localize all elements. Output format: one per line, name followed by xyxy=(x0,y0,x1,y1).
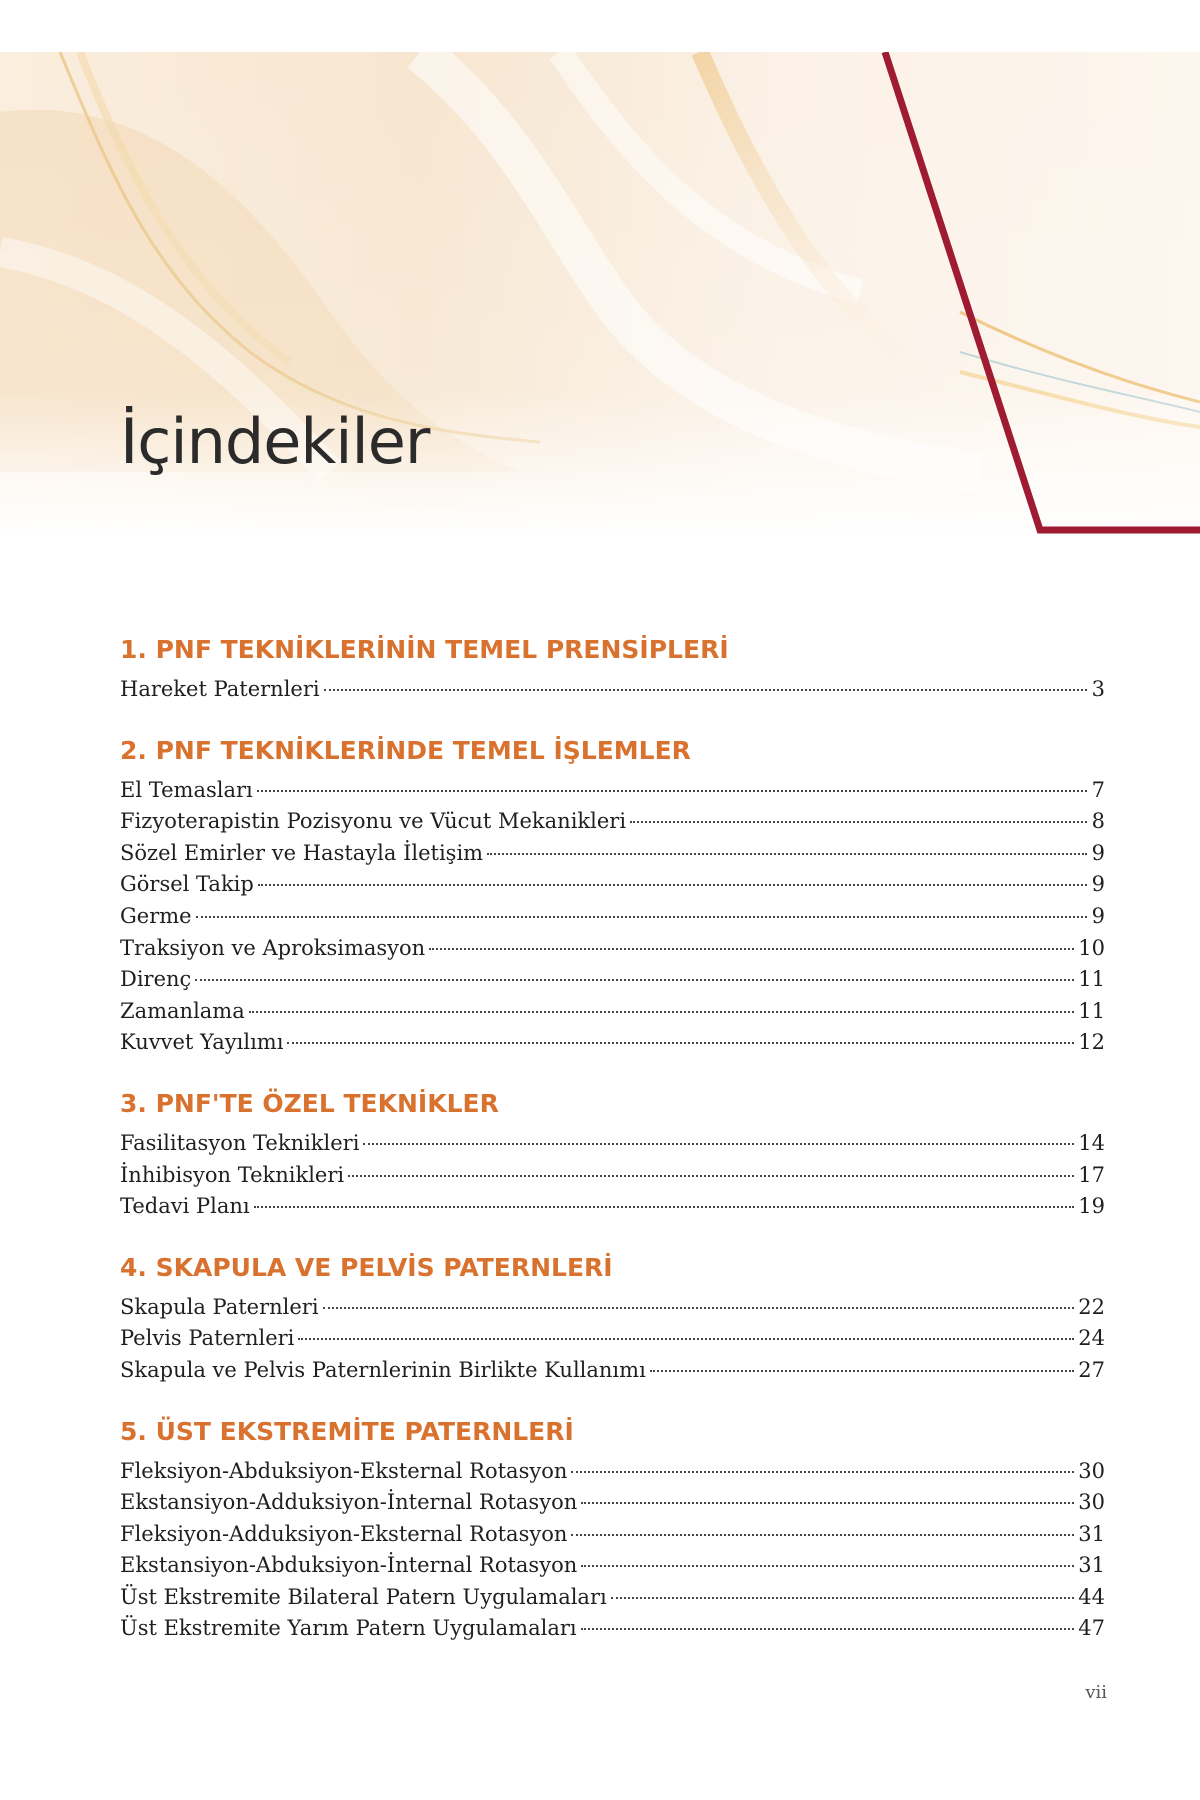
toc-entry-page: 24 xyxy=(1078,1326,1105,1351)
toc-entry-page: 22 xyxy=(1078,1294,1105,1319)
dot-leader xyxy=(298,1338,1074,1340)
toc-entry-label: Fleksiyon-Abduksiyon-Eksternal Rotasyon xyxy=(120,1458,568,1483)
toc-entry-page: 3 xyxy=(1091,677,1105,701)
dot-leader xyxy=(487,853,1087,855)
dot-leader xyxy=(249,1011,1075,1013)
toc-entry-page: 44 xyxy=(1078,1584,1105,1609)
toc-entry-page: 27 xyxy=(1078,1357,1105,1382)
toc-entry[interactable] xyxy=(120,933,1105,965)
toc-entry-label: Fasilitasyon Teknikleri xyxy=(120,1130,360,1155)
page-number: vii xyxy=(1085,1682,1107,1703)
dot-leader xyxy=(287,1042,1074,1044)
toc-entry-page: 11 xyxy=(1078,998,1105,1023)
toc-entry-label: Traksiyon ve Aproksimasyon xyxy=(120,935,426,960)
section-entries xyxy=(120,674,1105,706)
table-of-contents xyxy=(120,632,1105,1672)
toc-entry[interactable] xyxy=(120,775,1105,807)
section-entries xyxy=(120,1456,1105,1646)
toc-entry[interactable] xyxy=(120,1027,1105,1059)
toc-entry[interactable] xyxy=(120,1323,1105,1355)
toc-entry-label: Fizyoterapistin Pozisyonu ve Vücut Mekanikleri xyxy=(120,809,627,834)
toc-entry[interactable] xyxy=(120,1582,1105,1614)
toc-entry-label: Pelvis Paternleri xyxy=(120,1326,295,1351)
toc-entry-label: Üst Ekstremite Yarım Patern Uygulamaları xyxy=(120,1616,577,1641)
toc-entry-page: 17 xyxy=(1078,1162,1105,1187)
toc-entry-label: Sözel Emirler ve Hastayla İletişim xyxy=(120,840,484,865)
toc-entry-page: 31 xyxy=(1078,1521,1105,1546)
toc-entry-label: Skapula ve Pelvis Paternlerinin Birlikte Kullanımı xyxy=(120,1357,646,1382)
toc-entry[interactable] xyxy=(120,1456,1105,1488)
dot-leader xyxy=(650,1370,1074,1372)
section-entries xyxy=(120,775,1105,1059)
section-heading: 2. PNF TEKNİKLERİNDE TEMEL İŞLEMLER xyxy=(120,735,691,765)
toc-entry[interactable] xyxy=(120,869,1105,901)
toc-entry-label: Tedavi Planı xyxy=(120,1194,250,1219)
section-heading: 5. ÜST EKSTREMİTE PATERNLERİ xyxy=(120,1416,574,1446)
toc-entry-page: 30 xyxy=(1078,1490,1105,1515)
toc-entry-label: Direnç xyxy=(120,967,192,992)
toc-entry[interactable] xyxy=(120,838,1105,870)
toc-entry-page: 19 xyxy=(1078,1194,1105,1219)
dot-leader xyxy=(348,1175,1074,1177)
toc-entry-page: 47 xyxy=(1078,1616,1105,1641)
toc-entry[interactable] xyxy=(120,964,1105,996)
dot-leader xyxy=(571,1534,1074,1536)
toc-entry-page: 10 xyxy=(1078,935,1105,960)
toc-entry-label: Fleksiyon-Adduksiyon-Eksternal Rotasyon xyxy=(120,1521,568,1546)
toc-entry-label: Üst Ekstremite Bilateral Patern Uygulamaları xyxy=(120,1584,607,1609)
section-heading: 1. PNF TEKNİKLERİNİN TEMEL PRENSİPLERİ xyxy=(120,635,729,664)
toc-entry[interactable] xyxy=(120,1550,1105,1582)
toc-entry-label: Skapula Paternleri xyxy=(120,1294,319,1319)
dot-leader xyxy=(581,1565,1074,1567)
toc-section xyxy=(120,1414,1105,1646)
toc-entry-label: Ekstansiyon-Adduksiyon-İnternal Rotasyon xyxy=(120,1490,578,1515)
toc-section xyxy=(120,632,1105,706)
toc-entry-label: Kuvvet Yayılımı xyxy=(120,1030,284,1055)
toc-entry[interactable] xyxy=(120,1292,1105,1324)
dot-leader xyxy=(195,979,1074,981)
toc-entry[interactable] xyxy=(120,1487,1105,1519)
toc-entry-page: 12 xyxy=(1078,1030,1105,1055)
toc-entry-page: 7 xyxy=(1091,777,1105,802)
toc-entry-label: Zamanlama xyxy=(120,998,245,1023)
dot-leader xyxy=(254,1206,1075,1208)
toc-entry-label: El Temasları xyxy=(120,777,253,802)
toc-entry[interactable] xyxy=(120,1191,1105,1223)
dot-leader xyxy=(581,1628,1075,1630)
section-heading: 3. PNF'TE ÖZEL TEKNİKLER xyxy=(120,1088,499,1118)
toc-entry[interactable] xyxy=(120,1128,1105,1160)
dot-leader xyxy=(571,1471,1074,1473)
toc-entry[interactable] xyxy=(120,1355,1105,1387)
dot-leader xyxy=(324,689,1087,691)
dot-leader xyxy=(630,821,1087,823)
dot-leader xyxy=(323,1307,1075,1309)
page-title: İçindekiler xyxy=(120,405,430,478)
dot-leader xyxy=(611,1597,1075,1599)
toc-section xyxy=(120,1250,1105,1387)
toc-entry-label: Germe xyxy=(120,903,192,928)
section-heading: 4. SKAPULA VE PELVİS PATERNLERİ xyxy=(120,1252,613,1282)
section-entries xyxy=(120,1128,1105,1223)
toc-entry[interactable] xyxy=(120,1613,1105,1645)
toc-section xyxy=(120,733,1105,1059)
dot-leader xyxy=(258,884,1087,886)
dot-leader xyxy=(581,1502,1074,1504)
toc-entry[interactable] xyxy=(120,1160,1105,1192)
toc-entry-label: Hareket Paternleri xyxy=(120,677,320,701)
toc-entry-label: Ekstansiyon-Abduksiyon-İnternal Rotasyon xyxy=(120,1553,578,1578)
dot-leader xyxy=(196,916,1087,918)
section-entries xyxy=(120,1292,1105,1387)
toc-entry-page: 9 xyxy=(1091,903,1105,928)
toc-entry[interactable] xyxy=(120,996,1105,1028)
toc-entry-page: 11 xyxy=(1078,967,1105,992)
toc-entry-page: 8 xyxy=(1091,809,1105,834)
dot-leader xyxy=(429,948,1074,950)
toc-entry-label: İnhibisyon Teknikleri xyxy=(120,1162,345,1187)
toc-entry-label: Görsel Takip xyxy=(120,872,254,897)
toc-entry-page: 31 xyxy=(1078,1553,1105,1578)
toc-entry[interactable] xyxy=(120,1519,1105,1551)
toc-entry[interactable] xyxy=(120,806,1105,838)
toc-entry-page: 9 xyxy=(1091,840,1105,865)
toc-entry-page: 14 xyxy=(1078,1130,1105,1155)
toc-entry[interactable] xyxy=(120,674,1105,706)
dot-leader xyxy=(363,1143,1074,1145)
toc-entry-page: 9 xyxy=(1091,872,1105,897)
toc-entry-page: 30 xyxy=(1078,1458,1105,1483)
toc-section xyxy=(120,1086,1105,1223)
toc-entry[interactable] xyxy=(120,901,1105,933)
dot-leader xyxy=(257,790,1087,792)
